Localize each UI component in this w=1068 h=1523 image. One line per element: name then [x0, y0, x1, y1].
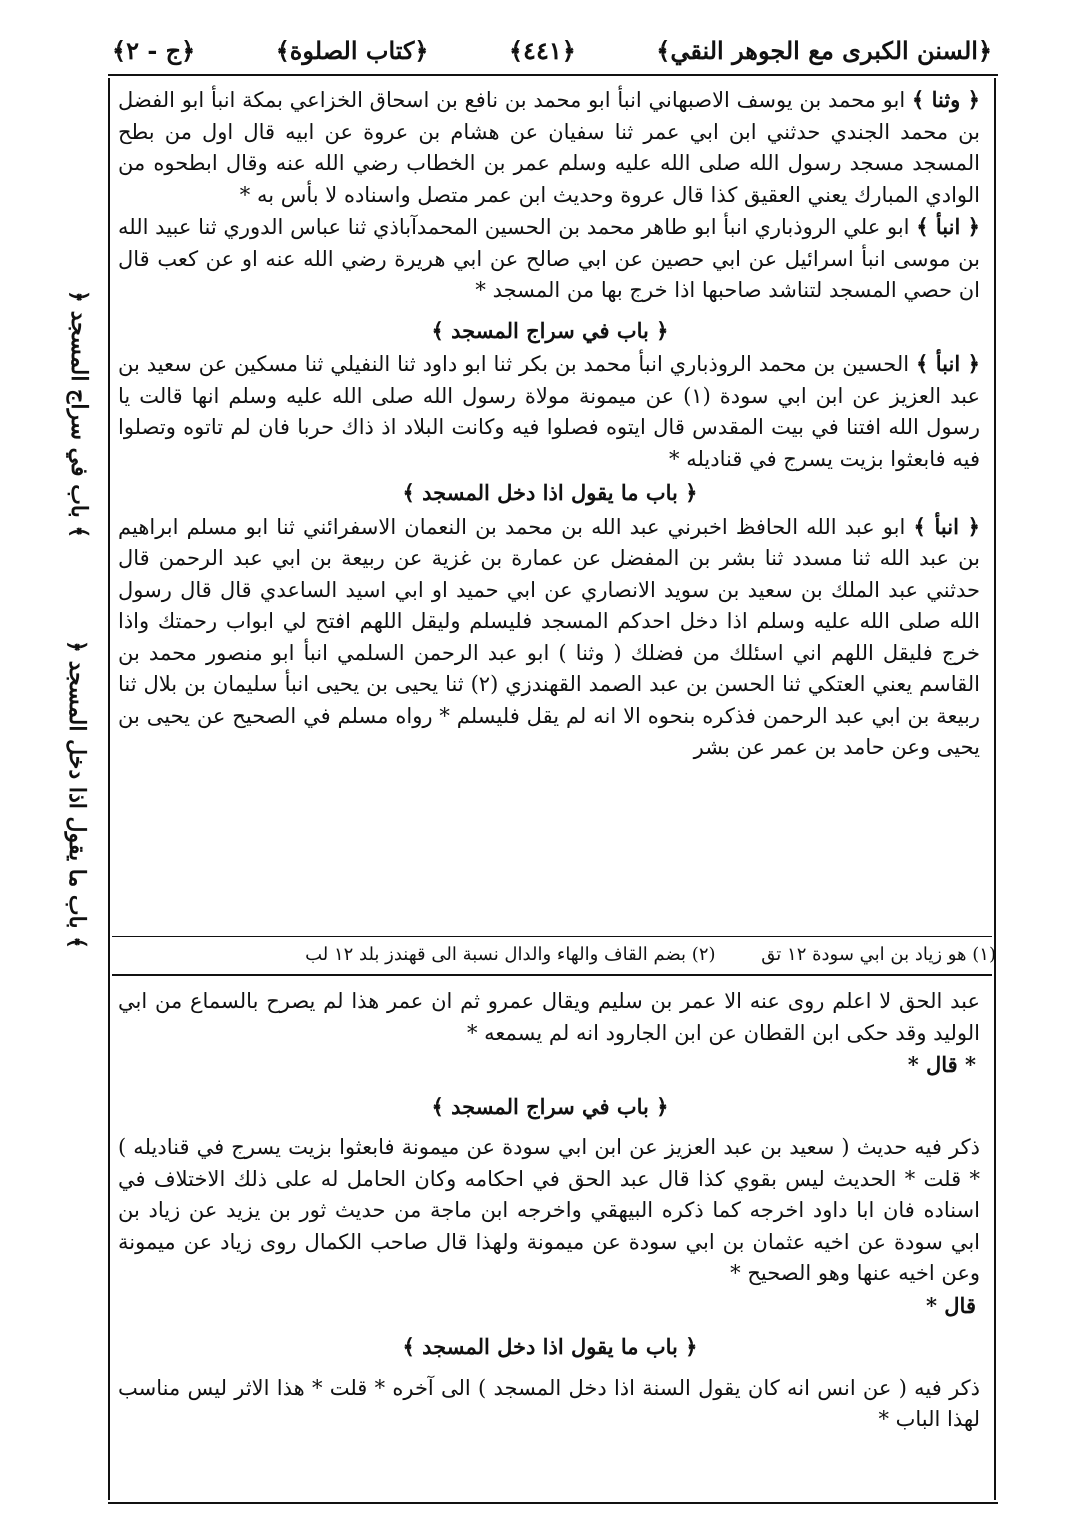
commentary-paragraph: عبد الحق لا اعلم روى عنه الا عمر بن سليم ويقال عمرو ثم ان عمر هذا لم يصرح بالسماع من ابي الوليد وقد حكى ابن القطان عن ابن الجارود انه لم يسمعه *	[118, 989, 980, 1045]
paragraph-text: الحسين بن محمد الروذباري انبأ محمد بن بكر ثنا ابو داود ثنا النفيلي ثنا مسكين عن سعيد بن عبد العزيز عن ابن ابي سودة (١) عن ميمونة مولاة رسول الله صلى الله عليه وسلم انها قالت يا رسول الله افتنا في بيت المقدس قال ايتوه فصلوا فيه وكانت البلاد اذ ذاك حربا فان لم تاتوه وتصلوا فيه فابعثوا بزيت يسرج في قناديله *	[118, 352, 980, 471]
section-title: ﴿كتاب الصلوة﴾	[275, 35, 429, 65]
margin-note-entering: ﴿ باب ما يقول اذا دخل المسجد ﴾	[64, 640, 90, 950]
chapter-heading: ﴿ باب في سراج المسجد ﴾	[431, 317, 669, 343]
commentary-text	[112, 986, 988, 1436]
footnotes	[112, 942, 1004, 968]
paragraph	[118, 511, 980, 764]
paragraph-lead: ﴿ انبأ ﴾	[915, 351, 980, 376]
margin-note-lamp: ﴿ باب في سراج المسجد ﴾	[66, 290, 92, 539]
paragraph	[118, 348, 980, 475]
commentary-paragraph: ذكر فيه حديث ( سعيد بن عبد العزيز عن ابن ابي سودة عن ميمونة فابعثوا بزيت يسرج في قناديله ) * قلت * الحديث ليس بقوي كذا قال عبد الحق في احكامه وكان الحامل له على ذلك الاختلاف في اسناده فان ابا داود اخرجه كما ذكره البيهقي واخرجه ابن ماجة من حديث ثور بن يزيد عن زياد بن ابي سودة عن اخيه عثمان بن ابي سودة عن ميمونة ولهذا قال صاحب الكمال روى زياد عن ميمونة وعن اخيه عنها وهو الصحيح *	[118, 1135, 980, 1285]
volume-label: ﴿ج - ٢﴾	[112, 35, 196, 65]
footnote-rule	[112, 936, 992, 937]
chapter-heading: ﴿ باب ما يقول اذا دخل المسجد ﴾	[402, 480, 698, 505]
footnote-2: (٢) بضم القاف والهاء والدال نسبة الى قهندز بلد ١٢ لب	[305, 944, 716, 965]
commentary-heading: ﴿ باب ما يقول اذا دخل المسجد ﴾	[402, 1334, 698, 1359]
commentary-rule	[112, 974, 992, 976]
qala-marker: * قال *	[907, 1052, 976, 1077]
paragraph-lead: ﴿ انبأ ﴾	[913, 513, 980, 539]
commentary-paragraph: ذكر فيه ( عن انس انه كان يقول السنة اذا دخل المسجد ) الى آخره * قلت * هذا الاثر ليس مناسب لهذا الباب *	[118, 1375, 980, 1431]
bottom-rule	[108, 1502, 998, 1504]
header-rule	[108, 74, 998, 76]
main-text	[112, 84, 988, 764]
footnote-1: (١) هو زياد بن ابي سودة ١٢ تق	[761, 944, 996, 965]
page-number: ﴿٤٤١﴾	[508, 35, 576, 65]
qala-marker: قال *	[926, 1292, 976, 1318]
paragraph-text: ابو محمد بن يوسف الاصبهاني انبأ ابو محمد بن نافع بن اسحاق الخزاعي بمكة انبأ ابو الفضل بن محمد الجندي حدثني ابن ابي عمر ثنا سفيان عن هشام بن عروة عن ابيه قال اول من بطح المسجد مسجد رسول الله صلى الله عليه وسلم عمر بن الخطاب رضي الله عنه وقال ابطحوه من الوادي المبارك يعني العقيق كذا قال عروة وحديث ابن عمر متصل واسناده لا بأس به *	[118, 88, 980, 207]
page-header	[112, 30, 992, 70]
paragraph	[118, 84, 980, 211]
paragraph-lead: ﴿ انبأ ﴾	[916, 214, 980, 239]
paragraph-lead: ﴿ وثنا ﴾	[911, 87, 980, 112]
commentary-heading: ﴿ باب في سراج المسجد ﴾	[431, 1093, 669, 1119]
paragraph-text: ابو علي الروذباري انبأ ابو طاهر محمد بن الحسين المحمدآباذي ثنا عباس الدوري ثنا عبيد الله بن موسى انبأ اسرائيل عن ابي حصين عن ابي صالح عن ابي هريرة رضي الله عنه او عن كعب قال ان حصي المسجد لتناشد صاحبها اذا خرج بها من المسجد *	[118, 215, 980, 302]
paragraph	[118, 211, 980, 307]
paragraph-text: ابو عبد الله الحافظ اخبرني عبد الله بن محمد بن النعمان الاسفرائني ثنا ابو مسلم ابراهيم بن عبد الله ثنا مسدد ثنا بشر بن المفضل عن عمارة بن غزية عن ربيعة بن ابي عبد الرحمن قال حدثني عبد الملك بن سعيد بن سويد الانصاري عن ابي حميد او ابي اسيد الساعدي قال قال رسول الله صلى الله عليه وسلم اذا دخل احدكم المسجد فليسلم وليقل اللهم افتح لي ابواب رحمتك واذا خرج فليقل اللهم اني اسئلك من فضلك ( وثنا ) ابو عبد الرحمن السلمي انبأ ابو منصور محمد بن القاسم يعني العتكي ثنا الحسن بن عبد الصمد القهندزي (٢) ثنا يحيى بن يحيى انبأ سليمان بن بلال ثنا ربيعة بن ابي عبد الرحمن فذكره بنحوه الا انه لم يقل فليسلم * رواه مسلم في الصحيح عن يحيى بن يحيى وعن حامد بن عمر عن بشر	[118, 514, 981, 759]
book-title: ﴿السنن الكبرى مع الجوهر النقي﴾	[656, 35, 992, 65]
